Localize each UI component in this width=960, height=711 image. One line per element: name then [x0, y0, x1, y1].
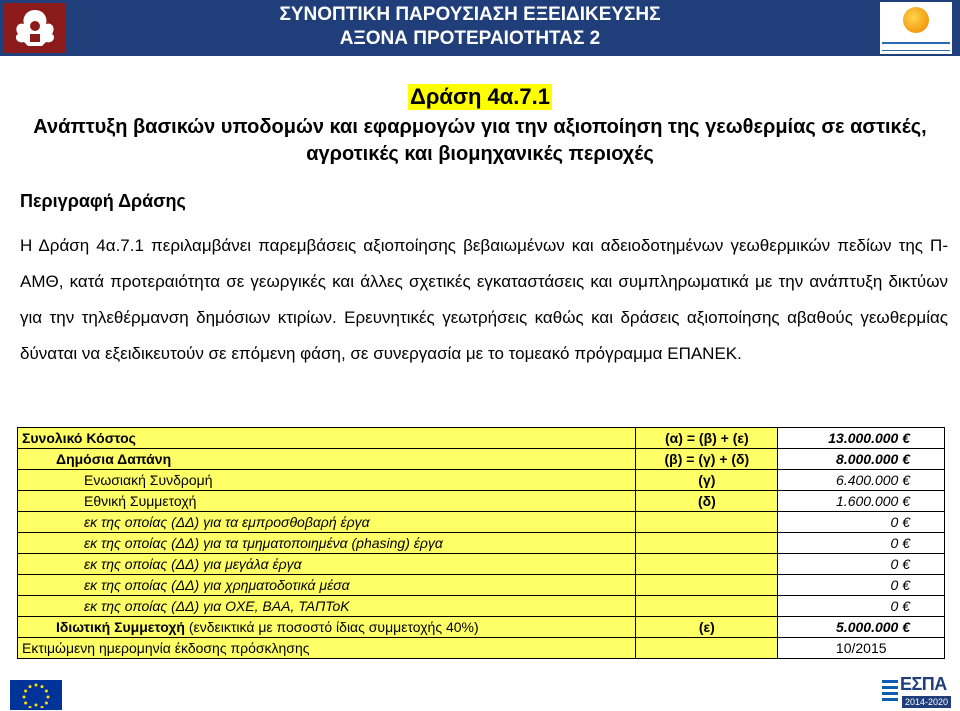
espa-logo: [882, 674, 954, 710]
row-label: εκ της οποίας (ΔΔ) για μεγάλα έργα: [18, 554, 636, 575]
row-value: 13.000.000 €: [778, 428, 945, 449]
espa-text: ΕΣΠΑ: [900, 674, 947, 694]
table-row: [18, 533, 945, 554]
cost-table: [17, 427, 945, 659]
action-label: Δράση 4α.7.1: [410, 84, 551, 109]
table-row: [18, 491, 945, 512]
table-row: [18, 638, 945, 659]
row-formula: (α) = (β) + (ε): [636, 428, 778, 449]
managing-authority-sun-icon: [880, 2, 952, 54]
table-row: [18, 449, 945, 470]
description-heading: Περιγραφή Δράσης: [20, 191, 186, 211]
table-row: [18, 617, 945, 638]
header-title-line2: ΑΞΟΝΑ ΠΡΟΤΕΡΑΙΟΤΗΤΑΣ 2: [339, 28, 601, 49]
row-label: εκ της οποίας (ΔΔ) για ΟΧΕ, ΒΑΑ, ΤΑΠΤοΚ: [18, 596, 636, 617]
row-value: 0 €: [778, 533, 945, 554]
row-formula: [636, 512, 778, 533]
row-label: [18, 617, 636, 638]
logo-caption-lines: [882, 42, 950, 51]
row-value: 0 €: [778, 554, 945, 575]
row-formula: (γ): [636, 470, 778, 491]
description-text: Η Δράση 4α.7.1 περιλαμβάνει παρεμβάσεις αξιοποίησης βεβαιωμένων και αδειοδοτημένων γεωθερμικών πεδίων της Π-ΑΜΘ, κατά προτεραιότητα σε γεωργικές και άλλες σχετικές εγκαταστάσεις και συμπληρωματικά με την ανάπτυξη δικτύων για την τηλεθέρμανση δημόσιων κτιρίων. Ερευνητικές γεωτρήσεις καθώς και δράσεις αξιοποίησης αβαθούς γεωθερμίας δύναται να εξειδικευτούν σε επόμενη φάση, σε συνεργασία με το τομεακό πρόγραμμα ΕΠΑΝΕΚ.: [20, 236, 948, 363]
row-label: εκ της οποίας (ΔΔ) για χρηματοδοτικά μέσα: [18, 575, 636, 596]
row-value: 8.000.000 €: [778, 449, 945, 470]
row-label: Εκτιμώμενη ημερομηνία έκδοσης πρόσκλησης: [18, 638, 636, 659]
row-formula: [636, 575, 778, 596]
row-value: 0 €: [778, 512, 945, 533]
table-row: [18, 428, 945, 449]
espa-years: 2014-2020: [902, 696, 951, 708]
row-label: εκ της οποίας (ΔΔ) για τα εμπροσθοβαρή έργα: [18, 512, 636, 533]
regional-emblem-icon: [4, 3, 66, 53]
row-formula: [636, 554, 778, 575]
table-row: [18, 470, 945, 491]
row-label: Δημόσια Δαπάνη: [18, 449, 636, 470]
header-title-line1: ΣΥΝΟΠΤΙΚΗ ΠΑΡΟΥΣΙΑΣΗ ΕΞΕΙΔΙΚΕΥΣΗΣ: [279, 4, 661, 25]
row-label: Εθνική Συμμετοχή: [18, 491, 636, 512]
action-title: Ανάπτυξη βασικών υποδομών και εφαρμογών για την αξιοποίηση της γεωθερμίας σε αστικές, αγροτικές και βιομηχανικές περιοχές: [33, 116, 927, 165]
greek-flag-icon: [882, 680, 898, 704]
header-title: [70, 3, 870, 51]
table-row: [18, 596, 945, 617]
table-row: [18, 554, 945, 575]
table-row: [18, 575, 945, 596]
row-label-bold: Ιδιωτική Συμμετοχή: [56, 619, 185, 635]
row-formula: (δ): [636, 491, 778, 512]
row-formula: [636, 596, 778, 617]
row-label: εκ της οποίας (ΔΔ) για τα τμηματοποιημένα (phasing) έργα: [18, 533, 636, 554]
row-formula: [636, 638, 778, 659]
row-formula: [636, 533, 778, 554]
sun-icon: [903, 7, 929, 33]
row-formula: (ε): [636, 617, 778, 638]
row-value: 1.600.000 €: [778, 491, 945, 512]
row-label: Συνολικό Κόστος: [18, 428, 636, 449]
row-value: 0 €: [778, 575, 945, 596]
row-value: 0 €: [778, 596, 945, 617]
eu-flag-icon: [10, 680, 62, 710]
row-value: 5.000.000 €: [778, 617, 945, 638]
header-bar: [0, 0, 960, 56]
row-label-rest: (ενδεικτικά με ποσοστό ίδιας συμμετοχής 40%): [184, 619, 479, 635]
row-value: 10/2015: [778, 638, 945, 659]
row-formula: (β) = (γ) + (δ): [636, 449, 778, 470]
row-label: Ενωσιακή Συνδρομή: [18, 470, 636, 491]
table-row: [18, 512, 945, 533]
row-value: 6.400.000 €: [778, 470, 945, 491]
